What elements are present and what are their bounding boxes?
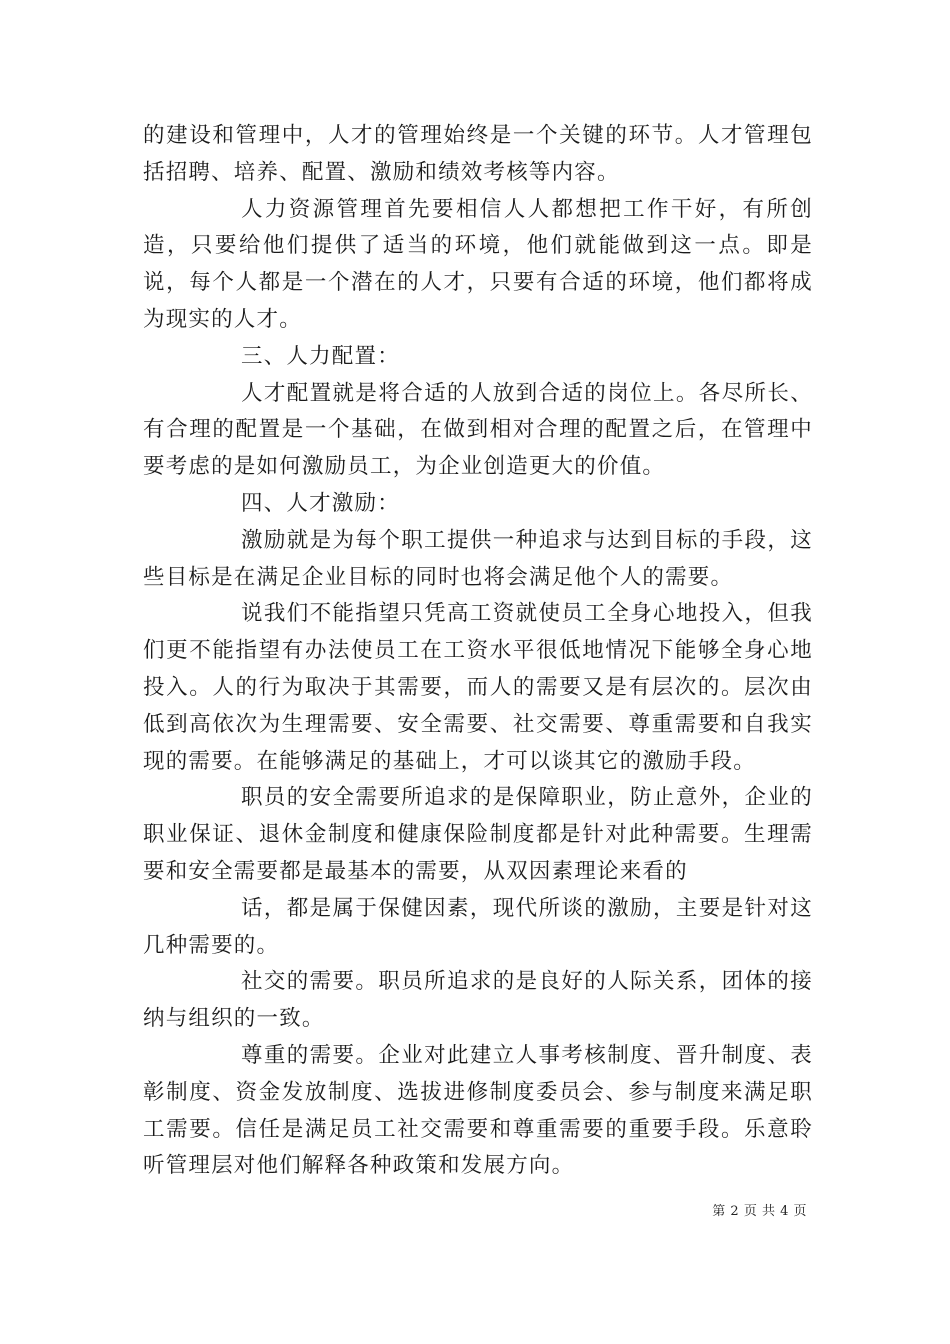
paragraph: 激励就是为每个职工提供一种追求与达到目标的手段，这些目标是在满足企业目标的同时也将会满足他个人的需要。 [143, 527, 813, 590]
document-body [143, 118, 813, 1185]
paragraph: 尊重的需要。企业对此建立人事考核制度、晋升制度、表彰制度、资金发放制度、选拔进修制度委员会、参与制度来满足职工需要。信任是满足员工社交需要和尊重需要的重要手段。乐意聆听管理层对他们解释各种政策和发展方向。 [143, 1042, 813, 1179]
paragraph: 人力资源管理首先要相信人人都想把工作干好，有所创造，只要给他们提供了适当的环境，他们就能做到这一点。即是说，每个人都是一个潜在的人才，只要有合适的环境，他们都将成为现实的人才。 [143, 196, 813, 332]
paragraph: 人才配置就是将合适的人放到合适的岗位上。各尽所长、有合理的配置是一个基础，在做到相对合理的配置之后，在管理中要考虑的是如何激励员工，为企业创造更大的价值。 [143, 380, 813, 480]
page-number: 第 2 页 共 4 页 [712, 1204, 807, 1219]
paragraph: 社交的需要。职员所追求的是良好的人际关系，团体的接纳与组织的一致。 [143, 969, 813, 1032]
paragraph: 话，都是属于保健因素，现代所谈的激励，主要是针对这几种需要的。 [143, 895, 813, 958]
section-heading: 四、人才激励： [241, 490, 400, 516]
paragraph: 的建设和管理中，人才的管理始终是一个关键的环节。人才管理包括招聘、培养、配置、激励和绩效考核等内容。 [143, 123, 813, 185]
paragraph: 说我们不能指望只凭高工资就使员工全身心地投入，但我们更不能指望有办法使员工在工资水平很低地情况下能够全身心地投入。人的行为取决于其需要，而人的需要又是有层次的。层次由低到高依次为生理需要、安全需要、社交需要、尊重需要和自我实现的需要。在能够满足的基础上，才可以谈其它的激励手段。 [143, 601, 813, 774]
paragraph: 职员的安全需要所追求的是保障职业，防止意外，企业的职业保证、退休金制度和健康保险制度都是针对此种需要。生理需要和安全需要都是最基本的需要，从双因素理论来看的 [143, 785, 813, 884]
section-heading: 三、人力配置： [241, 343, 400, 369]
